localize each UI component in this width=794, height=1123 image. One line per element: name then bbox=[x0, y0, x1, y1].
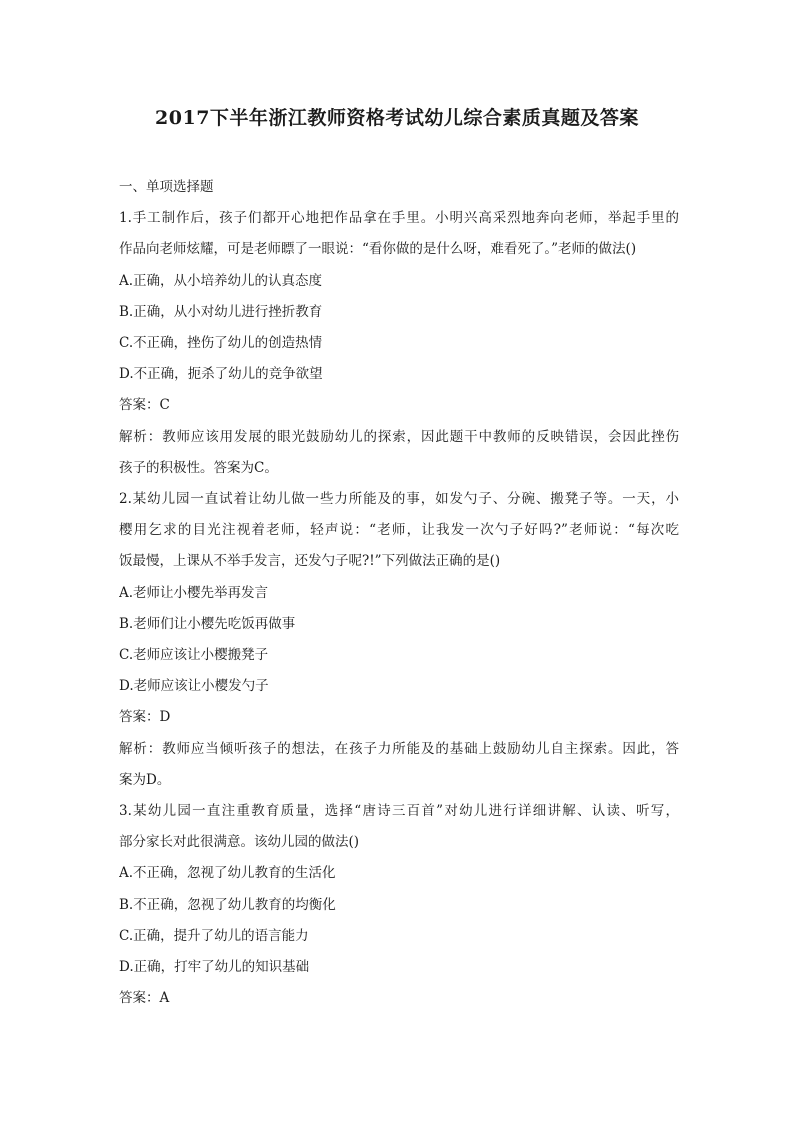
option-b: B.老师们让小樱先吃饭再做事 bbox=[119, 615, 296, 632]
question-1 bbox=[119, 203, 679, 484]
option-c: C.老师应该让小樱搬凳子 bbox=[119, 647, 269, 664]
option-a: A.老师让小樱先举再发言 bbox=[119, 584, 269, 601]
document-title: 2017下半年浙江教师资格考试幼儿综合素质真题及答案 bbox=[155, 107, 639, 129]
question-stem-line: 部分家长对此很满意。该幼儿园的做法() bbox=[119, 834, 360, 851]
analysis-line: 解析：教师应当倾听孩子的想法，在孩子力所能及的基础上鼓励幼儿自主探索。因此，答 bbox=[119, 740, 679, 757]
answer: 答案：A bbox=[119, 990, 170, 1007]
question-stem-line: 作品向老师炫耀，可是老师瞟了一眼说：“看你做的是什么呀，难看死了。”老师的做法() bbox=[119, 241, 637, 258]
analysis-line: 解析：教师应该用发展的眼光鼓励幼儿的探索，因此题干中教师的反映错误，会因此挫伤 bbox=[119, 428, 679, 445]
analysis-line: 案为D。 bbox=[119, 771, 171, 788]
option-b: B.不正确，忽视了幼儿教育的均衡化 bbox=[119, 896, 336, 913]
question-stem-line: 3.某幼儿园一直注重教育质量，选择“唐诗三百首”对幼儿进行详细讲解、认读、听写， bbox=[119, 803, 679, 820]
answer: 答案：C bbox=[119, 397, 170, 414]
document-body bbox=[119, 172, 679, 1014]
option-c: C.正确，提升了幼儿的语言能力 bbox=[119, 927, 309, 944]
question-stem-line: 1.手工制作后，孩子们都开心地把作品拿在手里。小明兴高采烈地奔向老师，举起手里的 bbox=[119, 210, 679, 227]
answer: 答案：D bbox=[119, 709, 171, 726]
question-stem-line: 2.某幼儿园一直试着让幼儿做一些力所能及的事，如发勺子、分碗、搬凳子等。一天，小 bbox=[119, 491, 679, 508]
option-d: D.老师应该让小樱发勺子 bbox=[119, 678, 269, 695]
option-c: C.不正确，挫伤了幼儿的创造热情 bbox=[119, 335, 323, 352]
section-heading: 一、单项选择题 bbox=[119, 179, 214, 195]
question-2 bbox=[119, 484, 679, 796]
question-3 bbox=[119, 796, 679, 1014]
analysis-line: 孩子的积极性。答案为C。 bbox=[119, 459, 278, 476]
option-d: D.不正确，扼杀了幼儿的竞争欲望 bbox=[119, 366, 323, 383]
option-a: A.正确，从小培养幼儿的认真态度 bbox=[119, 272, 323, 289]
question-stem-line: 饭最慢，上课从不举手发言，还发勺子呢?!”下列做法正确的是() bbox=[119, 553, 501, 570]
option-d: D.正确，打牢了幼儿的知识基础 bbox=[119, 959, 310, 976]
question-stem-line: 樱用乞求的目光注视着老师，轻声说：“老师，让我发一次勺子好吗?”老师说：“每次吃 bbox=[119, 522, 679, 539]
option-b: B.正确，从小对幼儿进行挫折教育 bbox=[119, 303, 323, 320]
option-a: A.不正确，忽视了幼儿教育的生活化 bbox=[119, 865, 336, 882]
